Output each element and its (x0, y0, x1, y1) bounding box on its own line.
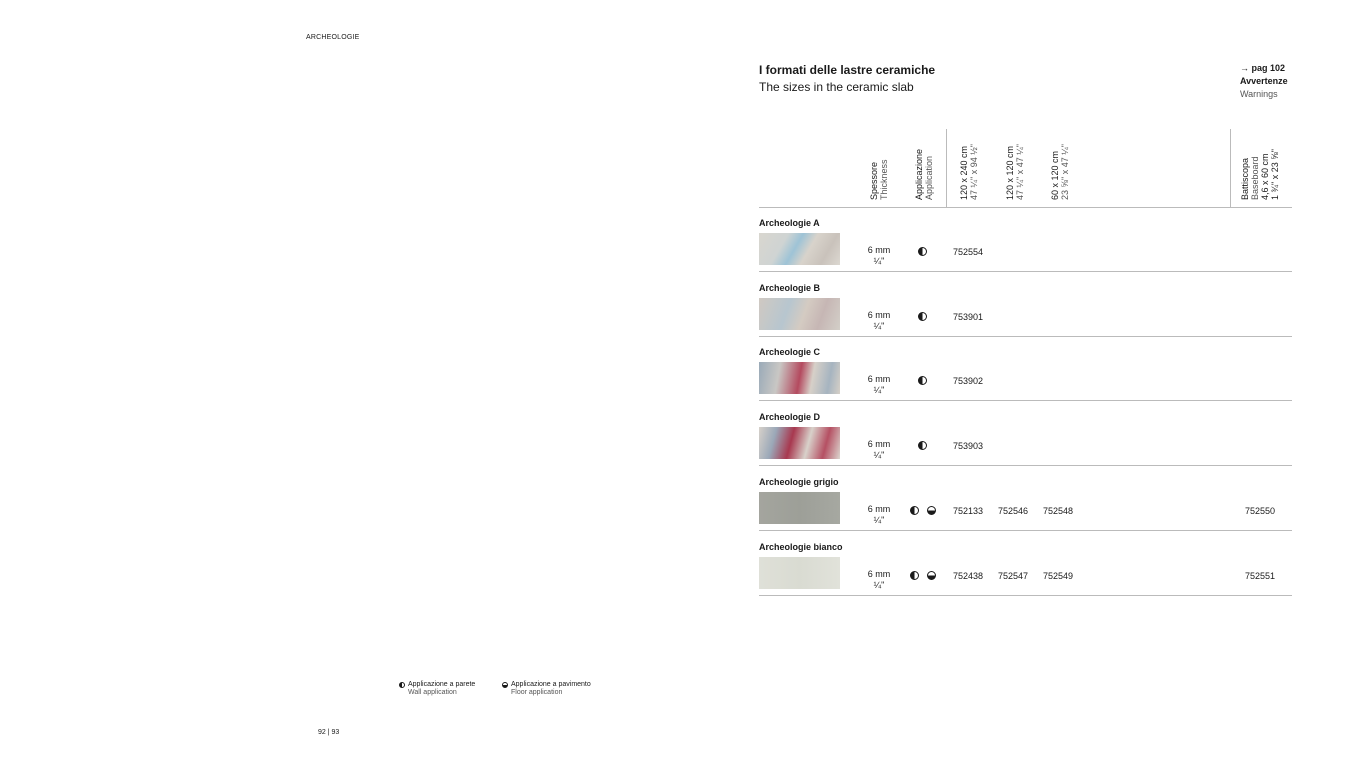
section-label: ARCHEOLOGIE (306, 34, 360, 41)
column-header-size-120x240: 120 x 240 cm 47 ¼" x 94 ½" (959, 144, 979, 200)
code-120x240: 753902 (953, 376, 984, 386)
wall-application-icon (910, 506, 919, 515)
warnings-label-en: Warnings (1240, 89, 1278, 99)
product-name: Archeologie C (759, 347, 821, 357)
column-divider (1230, 129, 1231, 207)
row-rule (759, 530, 1292, 531)
code-baseboard: 752551 (1245, 571, 1276, 581)
code-60x120: 752549 (1043, 571, 1074, 581)
product-name: Archeologie A (759, 218, 820, 228)
floor-application-icon (927, 506, 936, 515)
header-rule (759, 207, 1292, 208)
column-header-baseboard: Battiscopa Baseboard 4,6 x 60 cm 1 ¾" x 23 ⅝" (1240, 149, 1280, 200)
code-120x240: 752554 (953, 247, 984, 257)
thickness-value: 6 mm ¼" (867, 310, 891, 331)
thickness-value: 6 mm ¼" (867, 504, 891, 525)
legend-floor: Applicazione a pavimento Floor application (511, 681, 591, 696)
page-title: I formati delle lastre ceramiche (759, 63, 936, 77)
floor-application-icon (502, 682, 508, 688)
code-120x240: 753903 (953, 441, 984, 451)
code-120x120: 752547 (998, 571, 1029, 581)
product-name: Archeologie D (759, 412, 821, 422)
code-baseboard: 752550 (1245, 506, 1276, 516)
wall-application-icon (918, 376, 927, 385)
product-swatch (759, 362, 840, 394)
product-swatch (759, 492, 840, 524)
thickness-value: 6 mm ¼" (867, 374, 891, 395)
row-rule (759, 400, 1292, 401)
page-numbers: 92 | 93 (318, 729, 340, 736)
column-header-application: Applicazione Application (914, 148, 934, 200)
product-name: Archeologie bianco (759, 542, 843, 552)
page-reference-link[interactable]: → pag 102 (1240, 63, 1286, 73)
product-swatch (759, 557, 840, 589)
wall-application-icon (910, 571, 919, 580)
product-swatch (759, 298, 840, 330)
wall-application-icon (918, 312, 927, 321)
thickness-value: 6 mm ¼" (867, 245, 891, 266)
product-swatch (759, 233, 840, 265)
column-divider (946, 129, 947, 207)
code-120x240: 752438 (953, 571, 984, 581)
wall-application-icon (918, 247, 927, 256)
warnings-label-it: Avvertenze (1240, 76, 1288, 86)
row-rule (759, 271, 1292, 272)
code-120x240: 753901 (953, 312, 984, 322)
column-header-thickness: Spessore Thickness (869, 159, 889, 200)
row-rule (759, 465, 1292, 466)
wall-application-icon (399, 682, 405, 688)
product-swatch (759, 427, 840, 459)
row-rule (759, 336, 1292, 337)
column-header-size-120x120: 120 x 120 cm 47 ¼" x 47 ¼" (1005, 144, 1025, 200)
product-name: Archeologie grigio (759, 477, 839, 487)
product-name: Archeologie B (759, 283, 821, 293)
thickness-value: 6 mm ¼" (867, 439, 891, 460)
code-120x240: 752133 (953, 506, 984, 516)
column-header-size-60x120: 60 x 120 cm 23 ⅝" x 47 ¼" (1050, 144, 1070, 200)
floor-application-icon (927, 571, 936, 580)
code-120x120: 752546 (998, 506, 1029, 516)
row-rule (759, 595, 1292, 596)
legend-wall: Applicazione a parete Wall application (408, 681, 476, 696)
code-60x120: 752548 (1043, 506, 1074, 516)
page-subtitle: The sizes in the ceramic slab (759, 80, 914, 94)
thickness-value: 6 mm ¼" (867, 569, 891, 590)
wall-application-icon (918, 441, 927, 450)
